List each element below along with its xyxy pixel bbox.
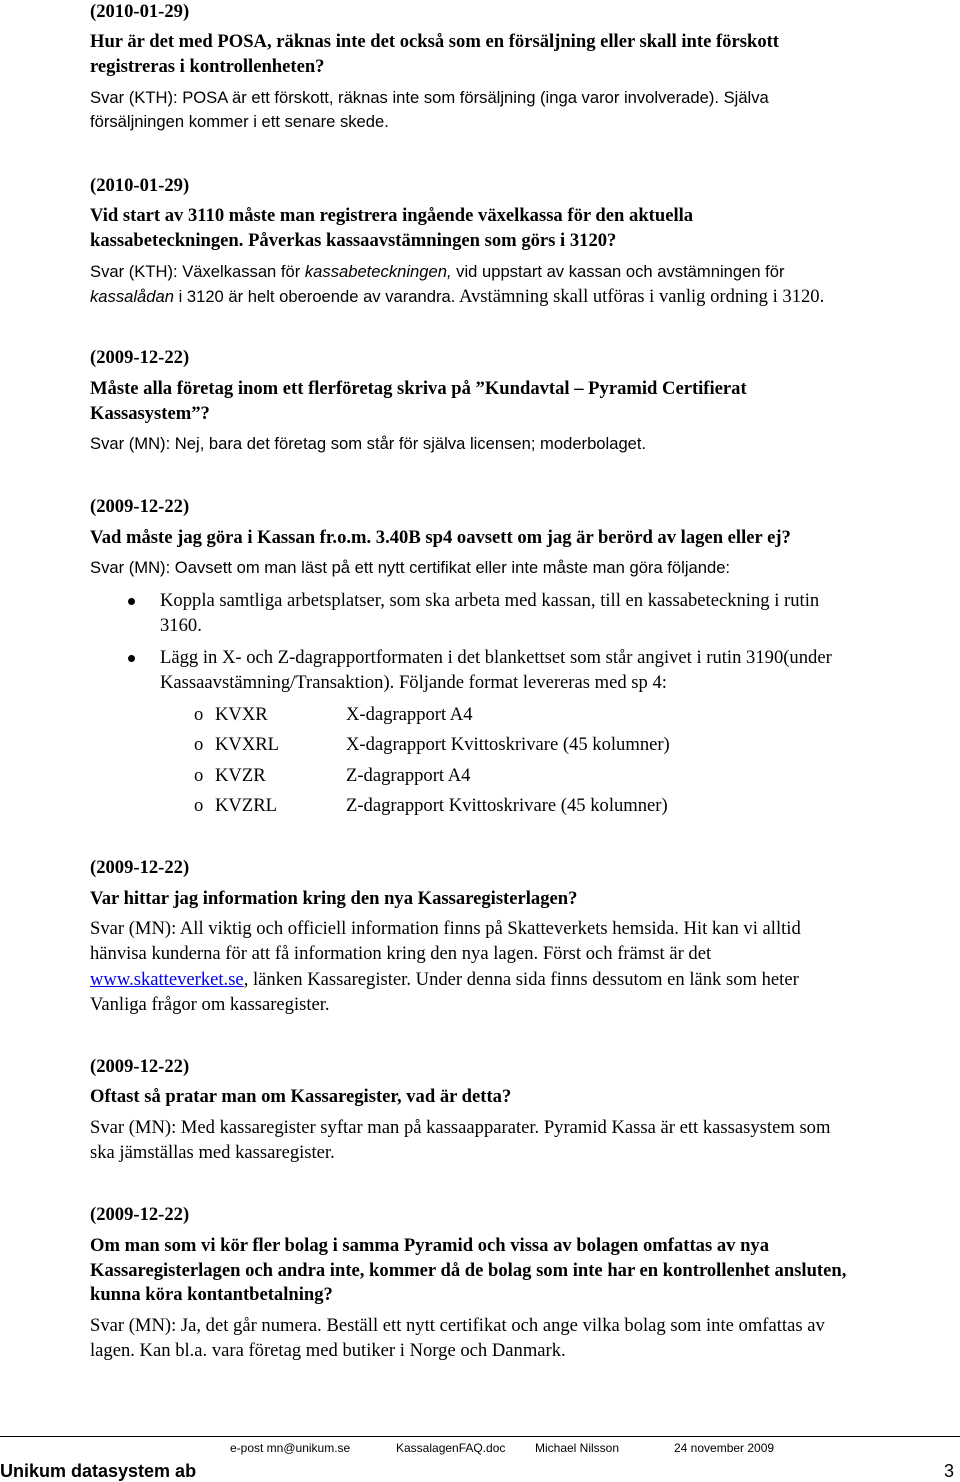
answer-segment: i 3120 är helt oberoende av varandra. (173, 287, 456, 306)
entry-date: (2010-01-29) (90, 1, 190, 22)
format-description: X-dagrapport A4 (346, 704, 473, 725)
answer-emphasis: kassabeteckningen, (304, 262, 452, 281)
footer-rule (0, 1436, 960, 1437)
answer-segment: Avstämning skall utföras i vanlig ordning i 3120. (455, 286, 825, 307)
question-text: kassabeteckningen. Påverkas kassaavstämningen som görs i 3120? (90, 230, 617, 251)
entry-date: (2009-12-22) (90, 1204, 190, 1225)
list-item: Koppla samtliga arbetsplatser, som ska arbeta med kassan, till en kassabeteckning i rutin (160, 590, 820, 611)
answer-text: Svar (MN): Ja, det går numera. Beställ ett nytt certifikat och ange vilka bolag som inte omfattas av (90, 1315, 825, 1336)
answer-text: Svar (KTH): POSA är ett förskott, räknas inte som försäljning (inga varor involverade). Själva (90, 88, 769, 107)
bullet-icon (128, 655, 135, 662)
question-text: Kassaregisterlagen och andra inte, kommer då de bolag som inte har en kontrollenhet ansluten, (90, 1260, 847, 1281)
footer-filename: KassalagenFAQ.doc (396, 1441, 506, 1455)
answer-text: Svar (MN): Oavsett om man läst på ett nytt certifikat eller inte måste man göra följande: (90, 558, 731, 577)
bullet-icon (128, 598, 135, 605)
footer-author: Michael Nilsson (535, 1441, 620, 1455)
question-text: Måste alla företag inom ett flerföretag skriva på ”Kundavtal – Pyramid Certifierat (90, 378, 747, 399)
answer-text: lagen. Kan bl.a. vara företag med butiker i Norge och Danmark. (90, 1340, 566, 1361)
answer-text: Svar (MN): All viktig och officiell information finns på Skatteverkets hemsida. Hit kan vi alltid (90, 918, 801, 939)
entry-date: (2009-12-22) (90, 496, 190, 517)
page-number: 3 (943, 1461, 954, 1481)
skatteverket-link[interactable]: www.skatteverket.se (90, 969, 244, 990)
sub-bullet-marker: o (194, 795, 204, 816)
answer-emphasis: kassalådan (90, 287, 174, 306)
format-code: KVXR (215, 704, 268, 725)
sub-bullet-marker: o (194, 704, 204, 725)
list-item: Kassaavstämning/Transaktion). Följande format levereras med sp 4: (160, 672, 667, 693)
answer-text: försäljningen kommer i ett senare skede. (90, 112, 389, 131)
entry-date: (2009-12-22) (90, 347, 190, 368)
question-text: Vid start av 3110 måste man registrera ingående växelkassa för den aktuella (90, 205, 694, 226)
answer-segment: , länken Kassaregister. Under denna sida finns dessutom en länk som heter (243, 969, 799, 990)
footer-company: Unikum datasystem ab (0, 1461, 197, 1481)
entry-date: (2010-01-29) (90, 175, 190, 196)
format-description: Z-dagrapport Kvittoskrivare (45 kolumner) (346, 795, 668, 816)
footer-date: 24 november 2009 (674, 1441, 775, 1455)
answer-text: ska jämställas med kassaregister. (90, 1142, 335, 1163)
answer-text (90, 285, 824, 309)
entry-date: (2009-12-22) (90, 857, 190, 878)
question-text: Vad måste jag göra i Kassan fr.o.m. 3.40B sp4 oavsett om jag är berörd av lagen eller ej? (90, 527, 791, 548)
format-description: X-dagrapport Kvittoskrivare (45 kolumner) (346, 734, 670, 755)
sub-bullet-marker: o (194, 765, 204, 786)
format-code: KVZR (215, 765, 266, 786)
answer-text: hänvisa kunderna för att få information kring den nya lagen. Först och främst är det (90, 943, 712, 964)
list-item: Lägg in X- och Z-dagrapportformaten i det blankettset som står angivet i rutin 3190(under (160, 647, 832, 668)
answer-text (90, 260, 785, 284)
question-text: registreras i kontrollenheten? (90, 56, 325, 77)
question-text: Kassasystem”? (90, 403, 210, 424)
entry-date: (2009-12-22) (90, 1056, 190, 1077)
format-code: KVZRL (215, 795, 277, 816)
question-text: Oftast så pratar man om Kassaregister, vad är detta? (90, 1086, 512, 1107)
question-text: Var hittar jag information kring den nya Kassaregisterlagen? (90, 888, 578, 909)
answer-text: Vanliga frågor om kassaregister. (90, 994, 330, 1015)
question-text: Om man som vi kör fler bolag i samma Pyramid och vissa av bolagen omfattas av nya (90, 1235, 770, 1256)
list-item: 3160. (160, 615, 202, 636)
question-text: kunna köra kontantbetalning? (90, 1284, 333, 1305)
format-code: KVXRL (215, 734, 280, 755)
answer-text: Svar (MN): Nej, bara det företag som står för själva licensen; moderbolaget. (90, 434, 647, 453)
answer-text (90, 968, 799, 992)
question-text: Hur är det med POSA, räknas inte det också som en försäljning eller skall inte förskott (90, 31, 779, 52)
answer-text: Svar (MN): Med kassaregister syftar man på kassaapparater. Pyramid Kassa är ett kassasystem som (90, 1117, 831, 1138)
footer-email: e-post mn@unikum.se (230, 1441, 351, 1455)
sub-bullet-marker: o (194, 734, 204, 755)
answer-segment: vid uppstart av kassan och avstämningen för (451, 262, 785, 281)
format-description: Z-dagrapport A4 (346, 765, 471, 786)
answer-segment: Svar (KTH): Växelkassan för (90, 262, 305, 281)
